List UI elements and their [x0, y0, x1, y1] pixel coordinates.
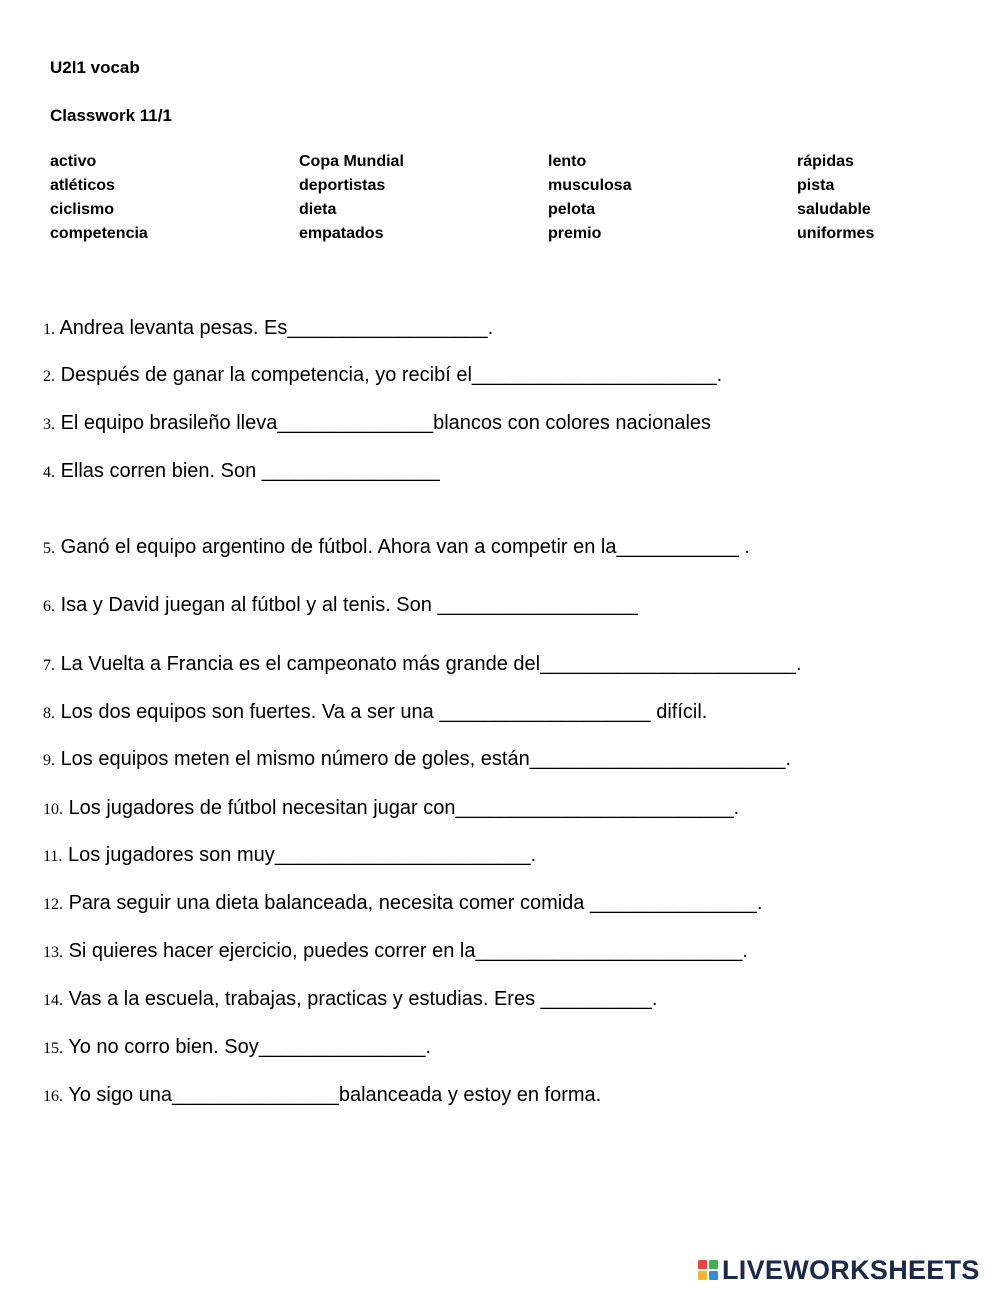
word-bank-word: pelota [548, 201, 596, 218]
question-text: La Vuelta a Francia es el campeonato más grande del_______________________. [60, 653, 802, 675]
question-text: El equipo brasileño lleva______________blancos con colores nacionales [60, 412, 712, 434]
logo-text: LIVEWORKSHEETS [722, 1255, 980, 1285]
question-number: 7. [43, 657, 55, 674]
word-bank-word: uniformes [797, 225, 875, 242]
question-item [43, 890, 762, 918]
worksheet-title: U2l1 vocab [50, 58, 140, 77]
word-bank-word: saludable [797, 201, 871, 218]
word-bank-column [548, 150, 632, 246]
question-number: 2. [43, 368, 55, 385]
word-bank-word: Copa Mundial [299, 153, 404, 170]
question-text: Ellas corren bien. Son ________________ [60, 460, 440, 482]
word-bank-word: empatados [299, 225, 384, 242]
word-bank-word: competencia [50, 225, 148, 242]
word-bank-column [299, 150, 404, 246]
question-text: Si quieres hacer ejercicio, puedes correr en la________________________. [68, 940, 748, 962]
question-number: 6. [43, 598, 55, 615]
question-item [43, 410, 711, 438]
question-number: 5. [43, 540, 55, 557]
question-number: 1. [43, 321, 55, 338]
worksheet-subtitle: Classwork 11/1 [50, 106, 172, 125]
question-text: Andrea levanta pesas. Es__________________. [59, 317, 494, 339]
word-bank-word: lento [548, 153, 587, 170]
question-number: 13. [43, 944, 63, 961]
question-number: 15. [43, 1040, 63, 1057]
question-number: 9. [43, 752, 55, 769]
question-item [43, 1082, 601, 1110]
question-number: 8. [43, 705, 55, 722]
question-item [43, 315, 493, 343]
word-bank-word: premio [548, 225, 602, 242]
question-text: Yo sigo una_______________balanceada y estoy en forma. [68, 1084, 602, 1106]
word-bank-word: pista [797, 177, 835, 194]
question-number: 3. [43, 416, 55, 433]
question-item [43, 699, 707, 727]
question-item [43, 362, 722, 390]
question-text: Para seguir una dieta balanceada, necesita comer comida _______________. [68, 892, 763, 914]
question-text: Los dos equipos son fuertes. Va a ser una ___________________ difícil. [60, 701, 708, 723]
question-item [43, 795, 739, 823]
question-item [43, 1034, 431, 1062]
question-item [43, 842, 536, 870]
liveworksheets-logo [698, 1253, 980, 1287]
question-number: 16. [43, 1088, 63, 1105]
question-number: 10. [43, 801, 63, 818]
question-item [43, 938, 748, 966]
word-bank-word: activo [50, 153, 97, 170]
question-text: Isa y David juegan al fútbol y al tenis. Son __________________ [60, 594, 638, 616]
question-text: Vas a la escuela, trabajas, practicas y estudias. Eres __________. [68, 988, 658, 1010]
question-text: Los jugadores son muy_______________________. [67, 844, 537, 866]
question-text: Después de ganar la competencia, yo recibí el______________________. [60, 364, 723, 386]
word-bank-column [797, 150, 874, 246]
word-bank-word: atléticos [50, 177, 115, 194]
question-text: Los equipos meten el mismo número de goles, están_______________________. [60, 748, 792, 770]
word-bank-word: deportistas [299, 177, 386, 194]
question-item [43, 458, 440, 486]
word-bank-column [50, 150, 148, 246]
logo-blocks-icon [698, 1260, 718, 1280]
question-item [43, 986, 657, 1014]
word-bank-word: ciclismo [50, 201, 115, 218]
question-item [43, 534, 750, 562]
question-item [43, 651, 802, 679]
question-text: Ganó el equipo argentino de fútbol. Ahora van a competir en la___________ . [60, 536, 750, 558]
question-item [43, 592, 638, 620]
question-number: 12. [43, 896, 63, 913]
question-number: 4. [43, 464, 55, 481]
word-bank-word: dieta [299, 201, 337, 218]
question-number: 11. [43, 848, 63, 865]
question-text: Los jugadores de fútbol necesitan jugar con_________________________. [68, 797, 740, 819]
question-item [43, 746, 791, 774]
question-number: 14. [43, 992, 63, 1009]
word-bank-word: musculosa [548, 177, 632, 194]
question-text: Yo no corro bien. Soy_______________. [68, 1036, 432, 1058]
word-bank-word: rápidas [797, 153, 854, 170]
